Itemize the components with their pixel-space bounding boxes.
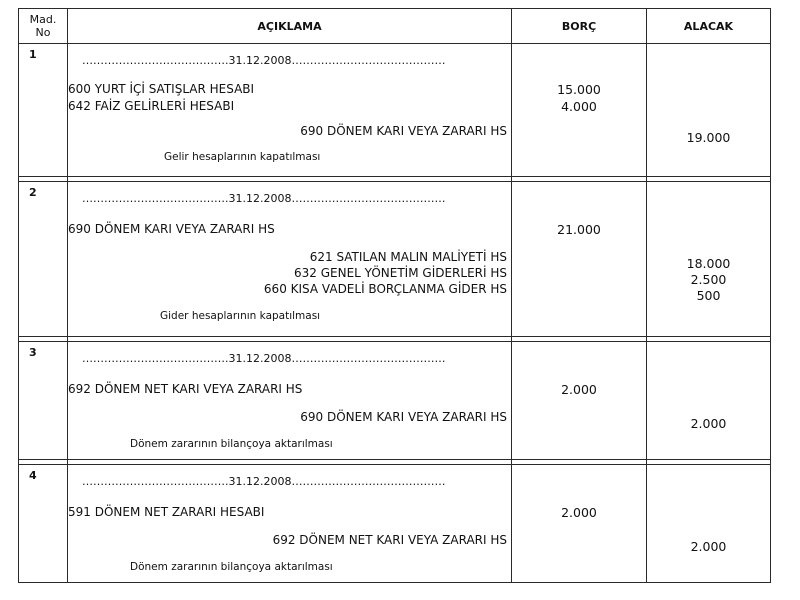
credit-account: 632 GENEL YÖNETİM GİDERLERİ HS [294, 266, 507, 280]
entry-no-header-line2: No [35, 26, 51, 39]
entry-number: 1 [19, 44, 68, 177]
debit-value: 15.000 [557, 82, 601, 97]
entry-date-line: ………………………………….31.12.2008…………………………………… [82, 192, 446, 205]
credit-account: 692 DÖNEM NET KARI VEYA ZARARI HS [272, 533, 507, 547]
entry-no-header [19, 9, 68, 44]
credit-value: 500 [696, 288, 721, 303]
journal-entry-4 [19, 465, 771, 583]
debit-value: 2.000 [561, 382, 597, 397]
debit-value: 2.000 [561, 505, 597, 520]
description-header: AÇIKLAMA [68, 9, 512, 44]
entry-number: 4 [19, 465, 68, 583]
credit-account: 690 DÖNEM KARI VEYA ZARARI HS [300, 410, 507, 424]
debit-cell [512, 342, 647, 460]
credit-cell [647, 342, 771, 460]
journal-entry-1 [19, 44, 771, 177]
debit-cell [512, 465, 647, 583]
header-row [19, 9, 771, 44]
debit-header: BORÇ [512, 9, 647, 44]
debit-cell [512, 44, 647, 177]
debit-value: 21.000 [557, 222, 601, 237]
entry-number: 3 [19, 342, 68, 460]
entry-description [68, 44, 512, 177]
entry-note: Gelir hesaplarının kapatılması [164, 151, 321, 163]
entry-description [68, 465, 512, 583]
journal-table [18, 8, 771, 583]
journal-entry-3 [19, 342, 771, 460]
debit-account: 692 DÖNEM NET KARI VEYA ZARARI HS [68, 382, 303, 396]
entry-description [68, 342, 512, 460]
entry-note: Gider hesaplarının kapatılması [160, 310, 321, 322]
debit-account: 591 DÖNEM NET ZARARI HESABI [68, 505, 265, 519]
debit-value: 4.000 [561, 99, 597, 114]
credit-value: 2.000 [690, 539, 727, 554]
credit-cell [647, 465, 771, 583]
entry-date-line: ………………………………….31.12.2008…………………………………… [82, 352, 446, 365]
credit-value: 18.000 [686, 256, 731, 271]
entry-date-line: ………………………………….31.12.2008…………………………………… [82, 54, 446, 67]
journal-table-container [18, 8, 770, 598]
credit-value: 2.500 [690, 272, 727, 287]
entry-note: Dönem zararının bilançoya aktarılması [130, 438, 333, 450]
credit-account: 621 SATILAN MALIN MALİYETİ HS [309, 250, 507, 264]
entry-no-header-line1: Mad. [29, 13, 57, 26]
debit-account: 642 FAİZ GELİRLERİ HESABI [68, 99, 235, 113]
debit-account: 690 DÖNEM KARI VEYA ZARARI HS [68, 222, 275, 236]
credit-account: 690 DÖNEM KARI VEYA ZARARI HS [300, 124, 507, 138]
credit-cell [647, 44, 771, 177]
credit-header: ALACAK [647, 9, 771, 44]
credit-account: 660 KISA VADELİ BORÇLANMA GİDER HS [263, 282, 507, 296]
debit-account: 600 YURT İÇİ SATIŞLAR HESABI [68, 82, 255, 96]
credit-cell [647, 182, 771, 337]
credit-value: 19.000 [686, 130, 731, 145]
entry-date-line: ………………………………….31.12.2008…………………………………… [82, 475, 446, 488]
entry-note: Dönem zararının bilançoya aktarılması [130, 561, 333, 573]
entry-description [68, 182, 512, 337]
journal-entry-2 [19, 182, 771, 337]
debit-cell [512, 182, 647, 337]
credit-value: 2.000 [690, 416, 727, 431]
entry-number: 2 [19, 182, 68, 337]
